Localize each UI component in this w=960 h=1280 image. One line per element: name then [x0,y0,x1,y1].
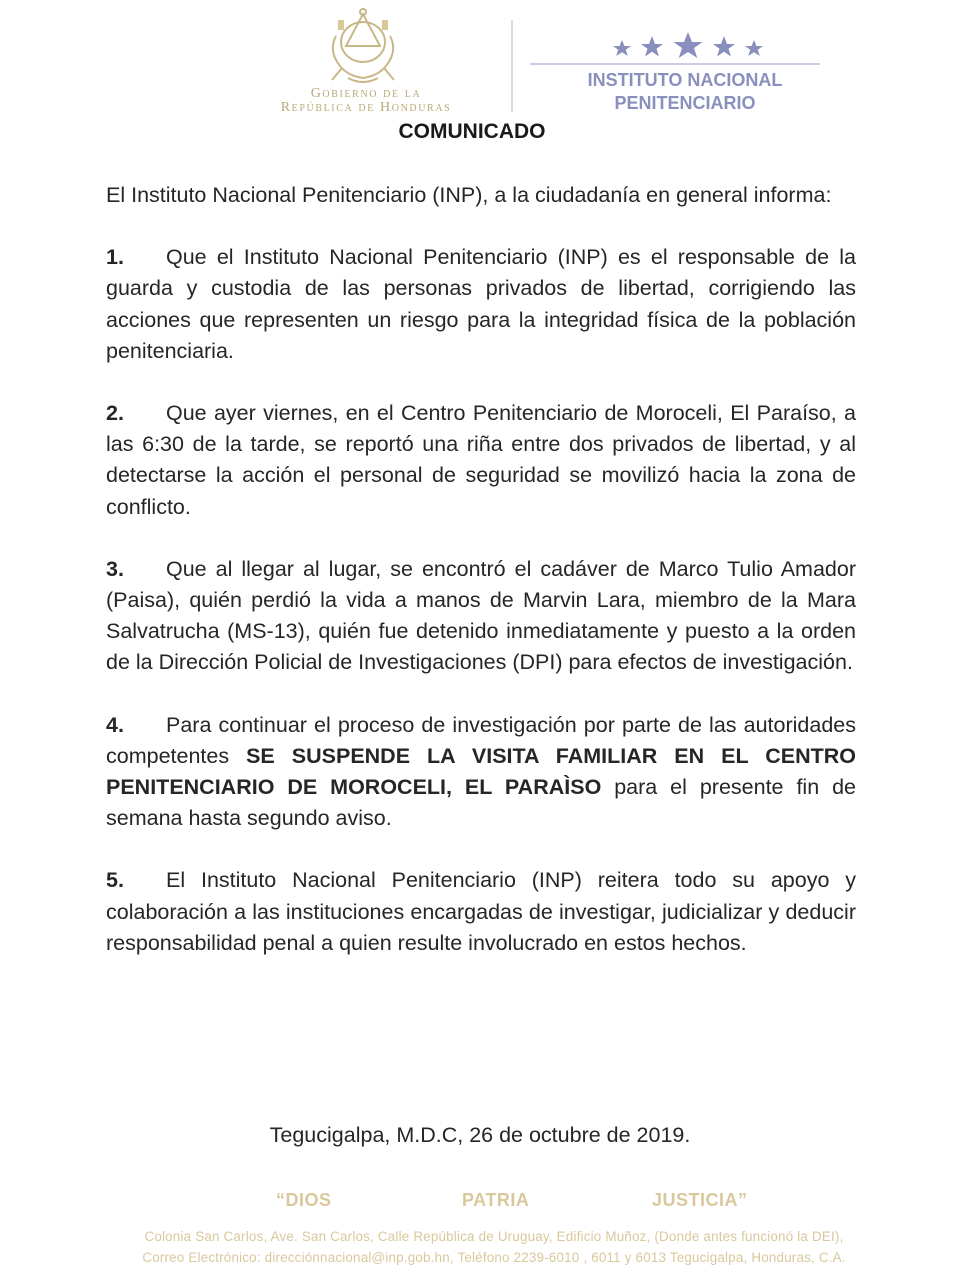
item-text: El Instituto Nacional Penitenciario (INP) reitera todo su apoyo y colaboración a las instituciones encargadas de investigar, judicializar y deducir responsabilidad penal a quien resulte involucrado en estos hechos. [106,868,856,955]
document-body [106,180,856,990]
intro-paragraph: El Instituto Nacional Penitenciario (INP), a la ciudadanía en general informa: [106,183,832,207]
coat-of-arms-icon [318,6,408,88]
header-rule [530,63,820,65]
item-4 [106,710,856,835]
motto-dios: “DIOS [276,1190,332,1210]
item-number: 2. [106,401,124,426]
institution-name-line1: INSTITUTO NACIONAL [587,70,783,90]
item-text-emphasis: SE SUSPENDE LA VISITA FAMILIAR EN EL CENTRO PENITENCIARIO DE MOROCELI, EL PARAÌSO [106,743,856,800]
footer-contact: Correo Electrónico: direcciónnacional@inp.gob.hn, Teléfono 2239-6010 , 6011 y 6013 Tegucigalpa, Honduras, C.A. [142,1250,846,1265]
item-number: 5. [106,868,124,893]
item-number: 4. [106,712,124,737]
stars-icon [530,30,820,62]
item-text: Para continuar el proceso de investigación por parte de las autoridades competentes [106,712,856,768]
item-text-end: para el presente fin de semana hasta segundo aviso. [106,775,856,831]
motto-patria: PATRIA [462,1190,530,1210]
item-1 [106,242,856,367]
item-text: Que el Instituto Nacional Penitenciario (INP) es el responsable de la guarda y custodia de las personas privados de libertad, corrigiendo las acciones que representen un riesgo para la integridad física de la población penitenciaria. [106,245,856,363]
date-line: Tegucigalpa, M.D.C, 26 de octubre de 2019. [269,1123,691,1147]
government-name-line2: República de Honduras [280,100,452,115]
item-2 [106,398,856,523]
government-name-line1: Gobierno de la [310,86,422,101]
footer-address: Colonia San Carlos, Ave. San Carlos, Calle República de Uruguay, Edificio Muñoz, (Donde antes funcionó la DEI), [144,1229,844,1244]
item-text: Que al llegar al lugar, se encontró el cadáver de Marco Tulio Amador (Paisa), quién perdió la vida a manos de Marvin Lara, miembro de la Mara Salvatrucha (MS-13), quién fue detenido inmediatamente y puesto a la orden de la Dirección Policial de Investigaciones (DPI) para efectos de investigación. [106,556,856,675]
item-3 [106,554,856,679]
institution-name-line2: PENITENCIARIO [614,93,756,113]
item-number: 1. [106,245,124,270]
motto-justicia: JUSTICIA” [652,1190,748,1210]
item-number: 3. [106,556,124,581]
item-5 [106,865,856,959]
header-divider [511,20,513,112]
item-text: Que ayer viernes, en el Centro Penitenciario de Moroceli, El Paraíso, a las 6:30 de la tarde, se reportó una riña entre dos privados de libertad, y al detectarse la acción el personal de seguridad se movilizó hacia la zona de conflicto. [106,401,856,519]
document-title: COMUNICADO [398,120,546,143]
letterhead [0,0,960,130]
